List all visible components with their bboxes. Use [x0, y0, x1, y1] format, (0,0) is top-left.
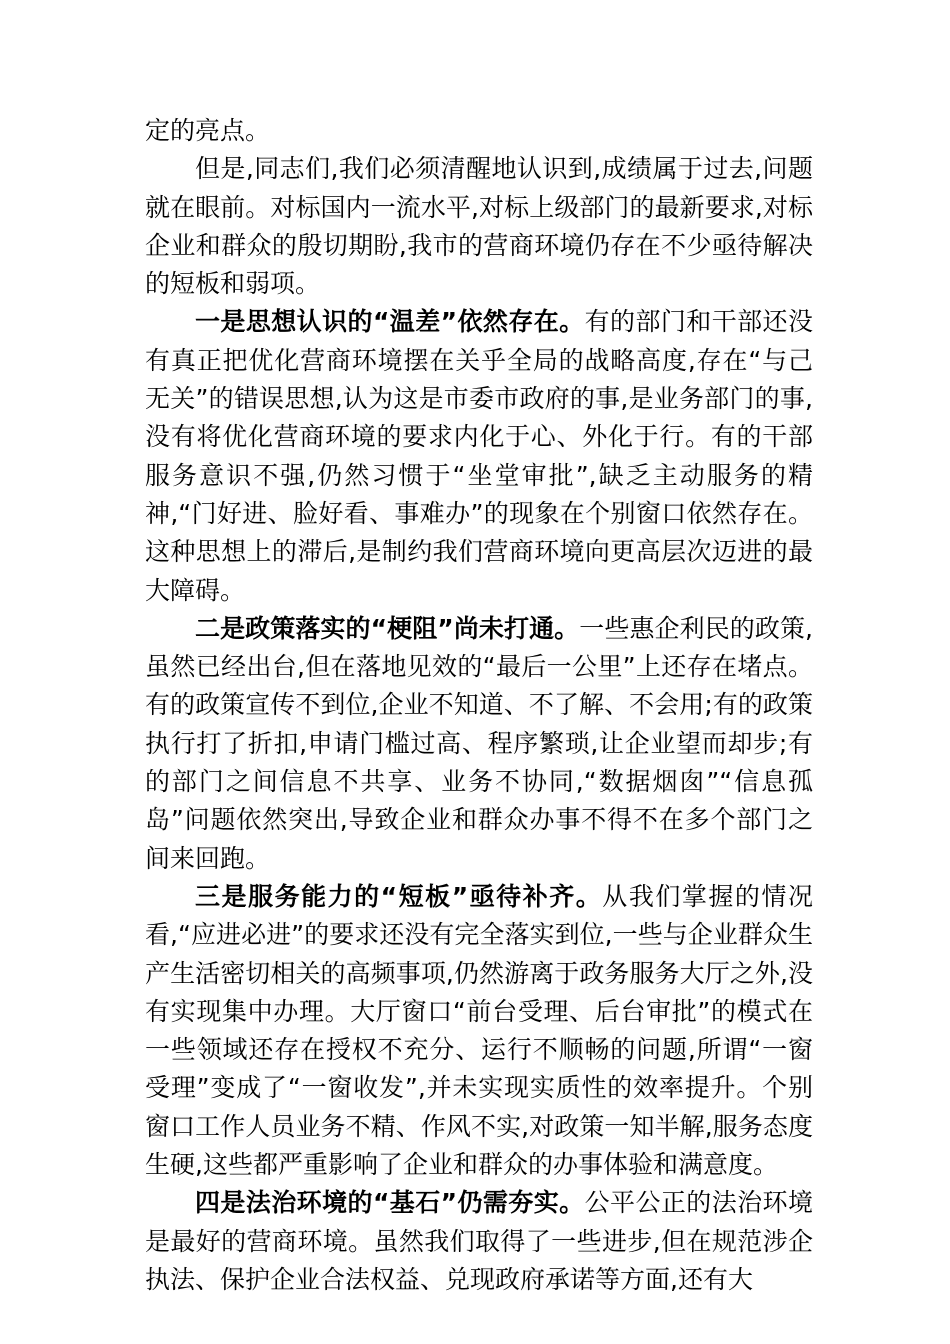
paragraph-point-four	[145, 1184, 813, 1299]
paragraph-heading: 一是思想认识的“温差”依然存在。	[195, 307, 585, 337]
paragraph-continued	[145, 112, 813, 150]
paragraph-text: 一些惠企利民的政策,虽然已经出台,但在落地见效的“最后一公里”上还存在堵点。有的政策宣传不到位,企业不知道、不了解、不会用;有的政策执行打了折扣,申请门槛过高、程序繁琐,让企业望而却步;有的部门之间信息不共享、业务不协同,“数据烟囱”“信息孤岛”问题依然突出,导致企业和群众办事不得不在多个部门之间来回跑。	[145, 613, 813, 873]
paragraph-text: 有的部门和干部还没有真正把优化营商环境摆在关乎全局的战略高度,存在“与己无关”的错误思想,认为这是市委市政府的事,是业务部门的事,没有将优化营商环境的要求内化于心、外化于行。有的干部服务意识不强,仍然习惯于“坐堂审批”,缺乏主动服务的精神,“门好进、脸好看、事难办”的现象在个别窗口依然存在。这种思想上的滞后,是制约我们营商环境向更高层次迈进的最大障碍。	[145, 307, 813, 605]
paragraph-text: 定的亮点。	[145, 116, 271, 145]
paragraph-text: 公平公正的法治环境是最好的营商环境。虽然我们取得了一些进步,但在规范涉企执法、保护企业合法权益、兑现政府承诺等方面,还有大	[145, 1188, 813, 1294]
paragraph-heading: 二是政策落实的“梗阻”尚未打通。	[195, 613, 580, 643]
paragraph-intro	[145, 150, 813, 303]
document-body	[145, 112, 813, 1299]
paragraph-point-one	[145, 303, 813, 609]
paragraph-heading: 三是服务能力的“短板”亟待补齐。	[195, 881, 603, 911]
paragraph-point-two	[145, 610, 813, 878]
paragraph-text: 但是,同志们,我们必须清醒地认识到,成绩属于过去,问题就在眼前。对标国内一流水平,对标上级部门的最新要求,对标企业和群众的殷切期盼,我市的营商环境仍存在不少亟待解决的短板和弱项。	[145, 154, 813, 299]
paragraph-point-three	[145, 878, 813, 1184]
paragraph-heading: 四是法治环境的“基石”仍需夯实。	[195, 1188, 585, 1218]
paragraph-text: 从我们掌握的情况看,“应进必进”的要求还没有完全落实到位,一些与企业群众生产生活密切相关的高频事项,仍然游离于政务服务大厅之外,没有实现集中办理。大厅窗口“前台受理、后台审批”的模式在一些领域还存在授权不充分、运行不顺畅的问题,所谓“一窗受理”变成了“一窗收发”,并未实现实质性的效率提升。个别窗口工作人员业务不精、作风不实,对政策一知半解,服务态度生硬,这些都严重影响了企业和群众的办事体验和满意度。	[145, 881, 813, 1180]
